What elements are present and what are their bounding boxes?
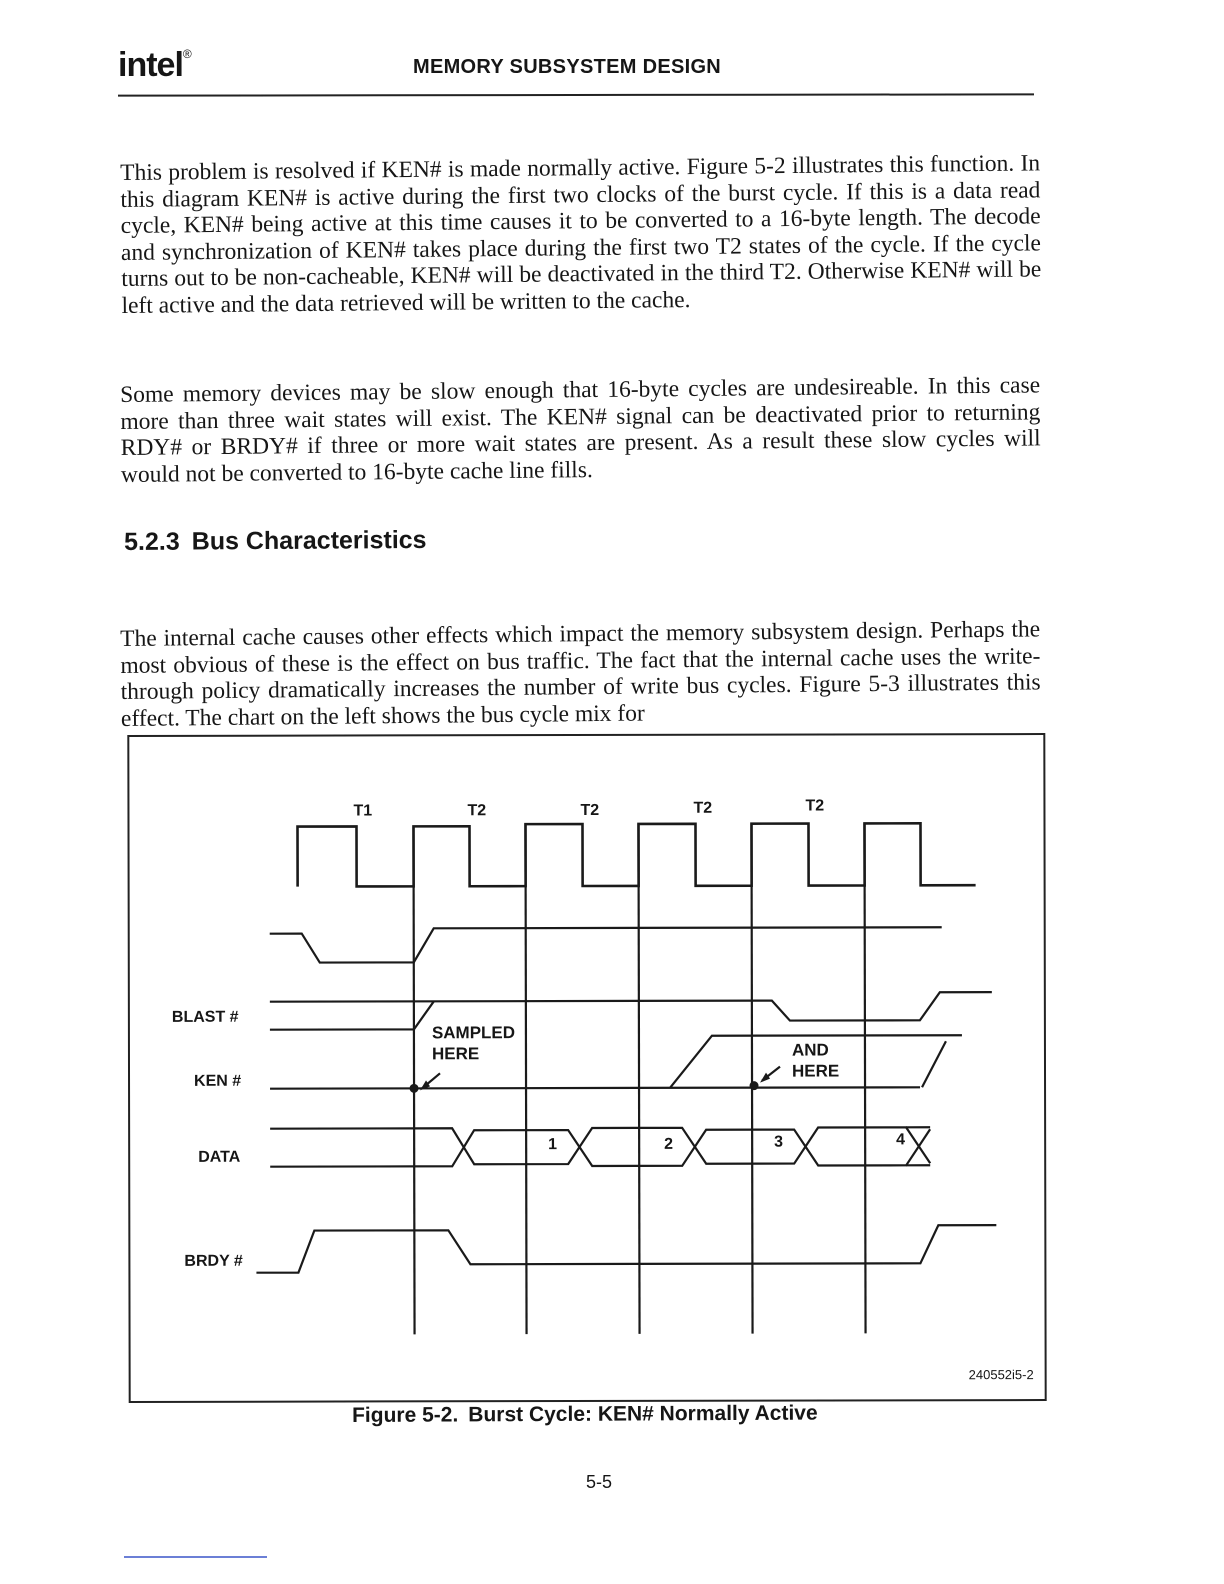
brdy-waveform (256, 1225, 996, 1273)
clock-boundary-3 (638, 824, 639, 1334)
ken-fall (922, 1041, 946, 1087)
signal-label-blast: BLAST # (171, 1008, 239, 1026)
ads-waveform (270, 927, 942, 962)
figure-caption-number: Figure 5-2. (352, 1403, 459, 1427)
and-note-line-1: AND (791, 1040, 829, 1060)
sampled-note-line-2: HERE (431, 1044, 480, 1064)
clock-label-t2-2: T2 (580, 801, 600, 820)
and-here-note (792, 1039, 839, 1081)
clock-label-t2-3: T2 (693, 799, 713, 817)
signal-label-data: DATA (198, 1148, 241, 1166)
sample-point-2 (750, 1081, 759, 1090)
section-heading (124, 526, 427, 557)
blast-invalid-lower (270, 1001, 434, 1029)
sampled-here-note (432, 1022, 515, 1064)
data-value-3: 3 (774, 1133, 784, 1151)
clock-waveform (297, 823, 975, 886)
figure-id: 240552i5-2 (968, 1367, 1034, 1383)
clock-boundary-4 (751, 824, 752, 1334)
clock-label-t2-4: T2 (805, 797, 825, 815)
page-header (118, 44, 1034, 100)
data-bus-top (270, 1127, 930, 1164)
clock-boundary-5 (864, 823, 865, 1333)
data-value-1: 1 (548, 1136, 558, 1154)
logo-text: intel (118, 46, 183, 84)
data-value-4: 4 (896, 1131, 906, 1149)
figure-timing-diagram (127, 733, 1046, 1403)
intel-logo (118, 46, 191, 85)
footer-rule (124, 1556, 267, 1558)
registered-mark: ® (182, 46, 191, 61)
page-number: 5-5 (586, 1472, 613, 1492)
clock-label-t2-1: T2 (467, 802, 487, 820)
sampled-note-line-1: SAMPLED (431, 1023, 516, 1043)
clock-boundary-1 (413, 826, 414, 1334)
clock-boundary-2 (525, 824, 526, 1334)
ken-waveform-low (270, 1087, 920, 1088)
body-paragraph-1: This problem is resolved if KEN# is made normally active. Figure 5-2 illustrates this function. In this diagram KEN# is active during the first two clocks of the burst cycle. If this is a data read cycle, KEN# being active at this time causes it to be converted to a 16-byte length. The decode and synchronization of KEN# takes place during the first two T2 states of the cycle. If the cycle turns out to be non-cacheable, KEN# will be deactivated in the third T2. Otherwise KEN# will be left active and the data retrieved will be written to the cache. (120, 149, 1042, 319)
signal-label-ken: KEN # (194, 1072, 242, 1090)
clock-label-t1: T1 (353, 802, 373, 820)
data-value-2: 2 (664, 1135, 674, 1153)
blast-waveform (270, 992, 992, 1022)
timing-diagram-svg (129, 735, 1044, 1401)
and-arrowhead (760, 1073, 770, 1083)
section-title-text: Bus Characteristics (191, 525, 427, 556)
body-paragraph-3: The internal cache causes other effects which impact the memory subsystem design. Perhaps the most obvious of these is the effect on bus traffic. The fact that the internal cache uses the write-through policy dramatically increases the number of write bus cycles. Figure 5-3 illustrates this effect. The chart on the left shows the bus cycle mix for (120, 615, 1041, 732)
running-header-title: MEMORY SUBSYSTEM DESIGN (413, 56, 722, 78)
section-number: 5.2.3 (124, 527, 180, 556)
and-note-line-2: HERE (791, 1061, 840, 1081)
figure-caption (352, 1402, 818, 1428)
sample-point-1 (410, 1084, 419, 1093)
data-bus-bottom (270, 1129, 930, 1166)
body-paragraph-2: Some memory devices may be slow enough that 16-byte cycles are undesireable. In this case more than three wait states will exist. The KEN# signal can be deactivated prior to returning RDY# or BRDY# if three or more wait states are present. As a result these slow cycles will would not be converted to 16-byte cache line fills. (120, 371, 1041, 488)
figure-caption-title: Burst Cycle: KEN# Normally Active (468, 1401, 818, 1427)
signal-label-brdy: BRDY # (184, 1252, 243, 1270)
header-rule (118, 93, 1034, 96)
